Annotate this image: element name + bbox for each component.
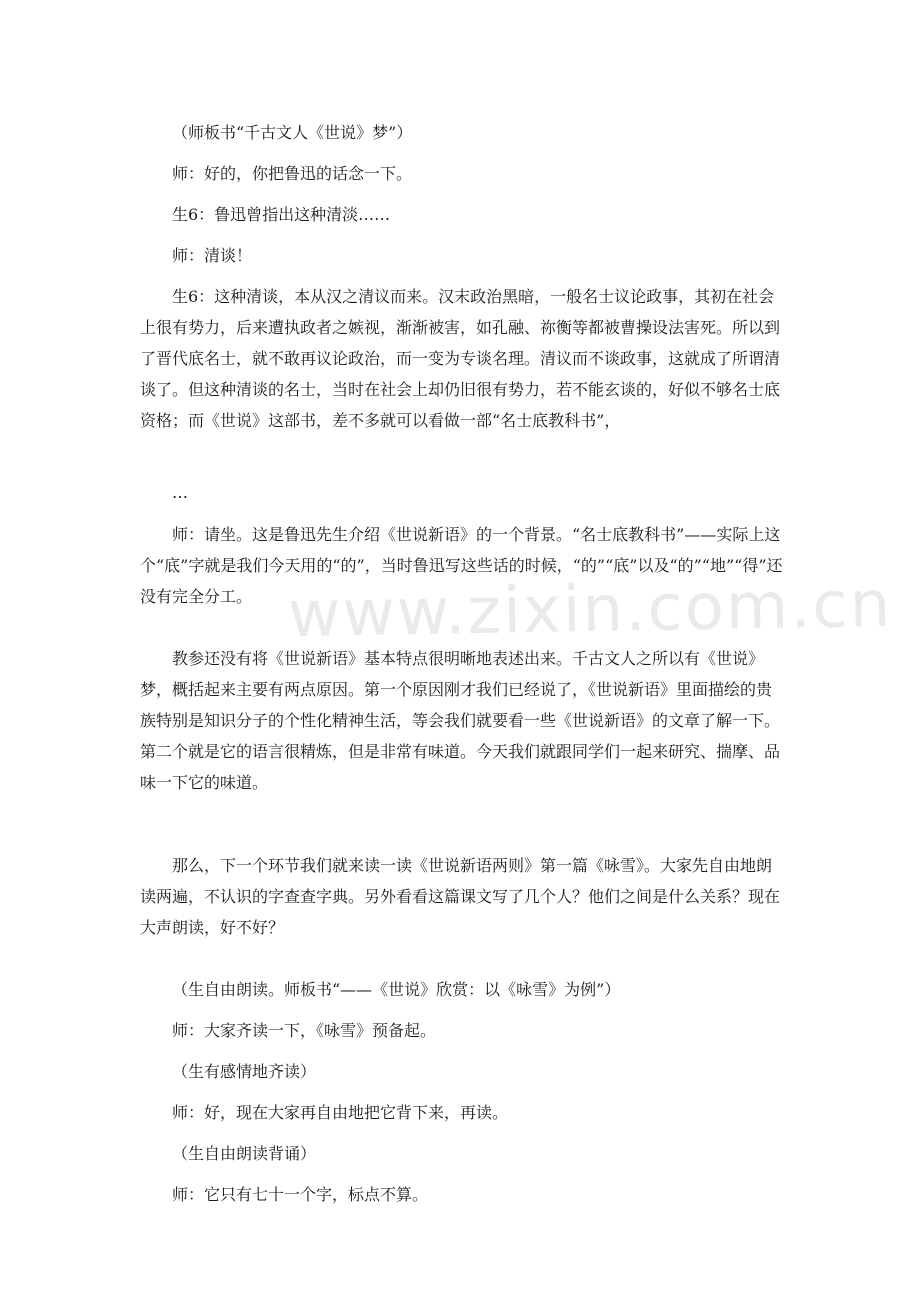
stage-direction: （师板书“千古文人《世说》梦”） [172,123,413,142]
dialogue-line: 师：清谈！ [172,246,253,265]
dialogue-paragraph: 师：请坐。这是鲁迅先生介绍《世说新语》的一个背景。“名士底教科书”——实际上这个“底”字就是我们今天用的“的”，当时鲁迅写这些话的时候，“的”“底”以及“的”“地”“得”还没有完全分工。 [140,525,783,606]
body-paragraph: 那么，下一个环节我们就来读一读《世说新语两则》第一篇《咏雪》。大家先自由地朗读两遍，不认识的字查查字典。另外看看这篇课文写了几个人？他们之间是什么关系？现在大声朗读，好不好？ [140,856,781,937]
stage-direction: （生有感情地齐读） [172,1062,317,1081]
stage-direction: （生自由朗读。师板书“——《世说》欣赏：以《咏雪》为例”） [172,980,621,999]
dialogue-line: 师：好，现在大家再自由地把它背下来，再读。 [172,1103,509,1122]
dialogue-paragraph: 生6：这种清谈，本从汉之清议而来。汉末政治黑暗，一般名士议论政事，其初在社会上很有势力，后来遭执政者之嫉视，渐渐被害，如孔融、祢衡等都被曹操设法害死。所以到了晋代底名士，就不敢再议论政治，而一变为专谈名理。清议而不谈政事，这就成了所谓清谈了。但这种清谈的名士，当时在社会上却仍旧很有势力，若不能玄谈的，好似不够名士底资格；而《世说》这部书，差不多就可以看做一部“名士底教科书”， [140,287,781,430]
dialogue-line: 师：它只有七十一个字，标点不算。 [172,1185,429,1204]
dialogue-line: 师：好的，你把鲁迅的话念一下。 [172,164,413,183]
stage-direction: （生自由朗读背诵） [172,1144,317,1163]
ellipsis-line: … [172,483,188,502]
dialogue-line: 师：大家齐读一下，《咏雪》预备起。 [172,1021,437,1040]
body-paragraph: 教参还没有将《世说新语》基本特点很明晰地表述出来。千古文人之所以有《世说》梦，概括起来主要有两点原因。第一个原因刚才我们已经说了，《世说新语》里面描绘的贵族特别是知识分子的个性化精神生活，等会我们就要看一些《世说新语》的文章了解一下。第二个就是它的语言很精炼，但是非常有味道。今天我们就跟同学们一起来研究、揣摩、品味一下它的味道。 [140,649,781,792]
dialogue-line: 生6：鲁迅曾指出这种清淡…… [172,205,391,224]
watermark: www.zixin.com.cn [287,567,893,653]
